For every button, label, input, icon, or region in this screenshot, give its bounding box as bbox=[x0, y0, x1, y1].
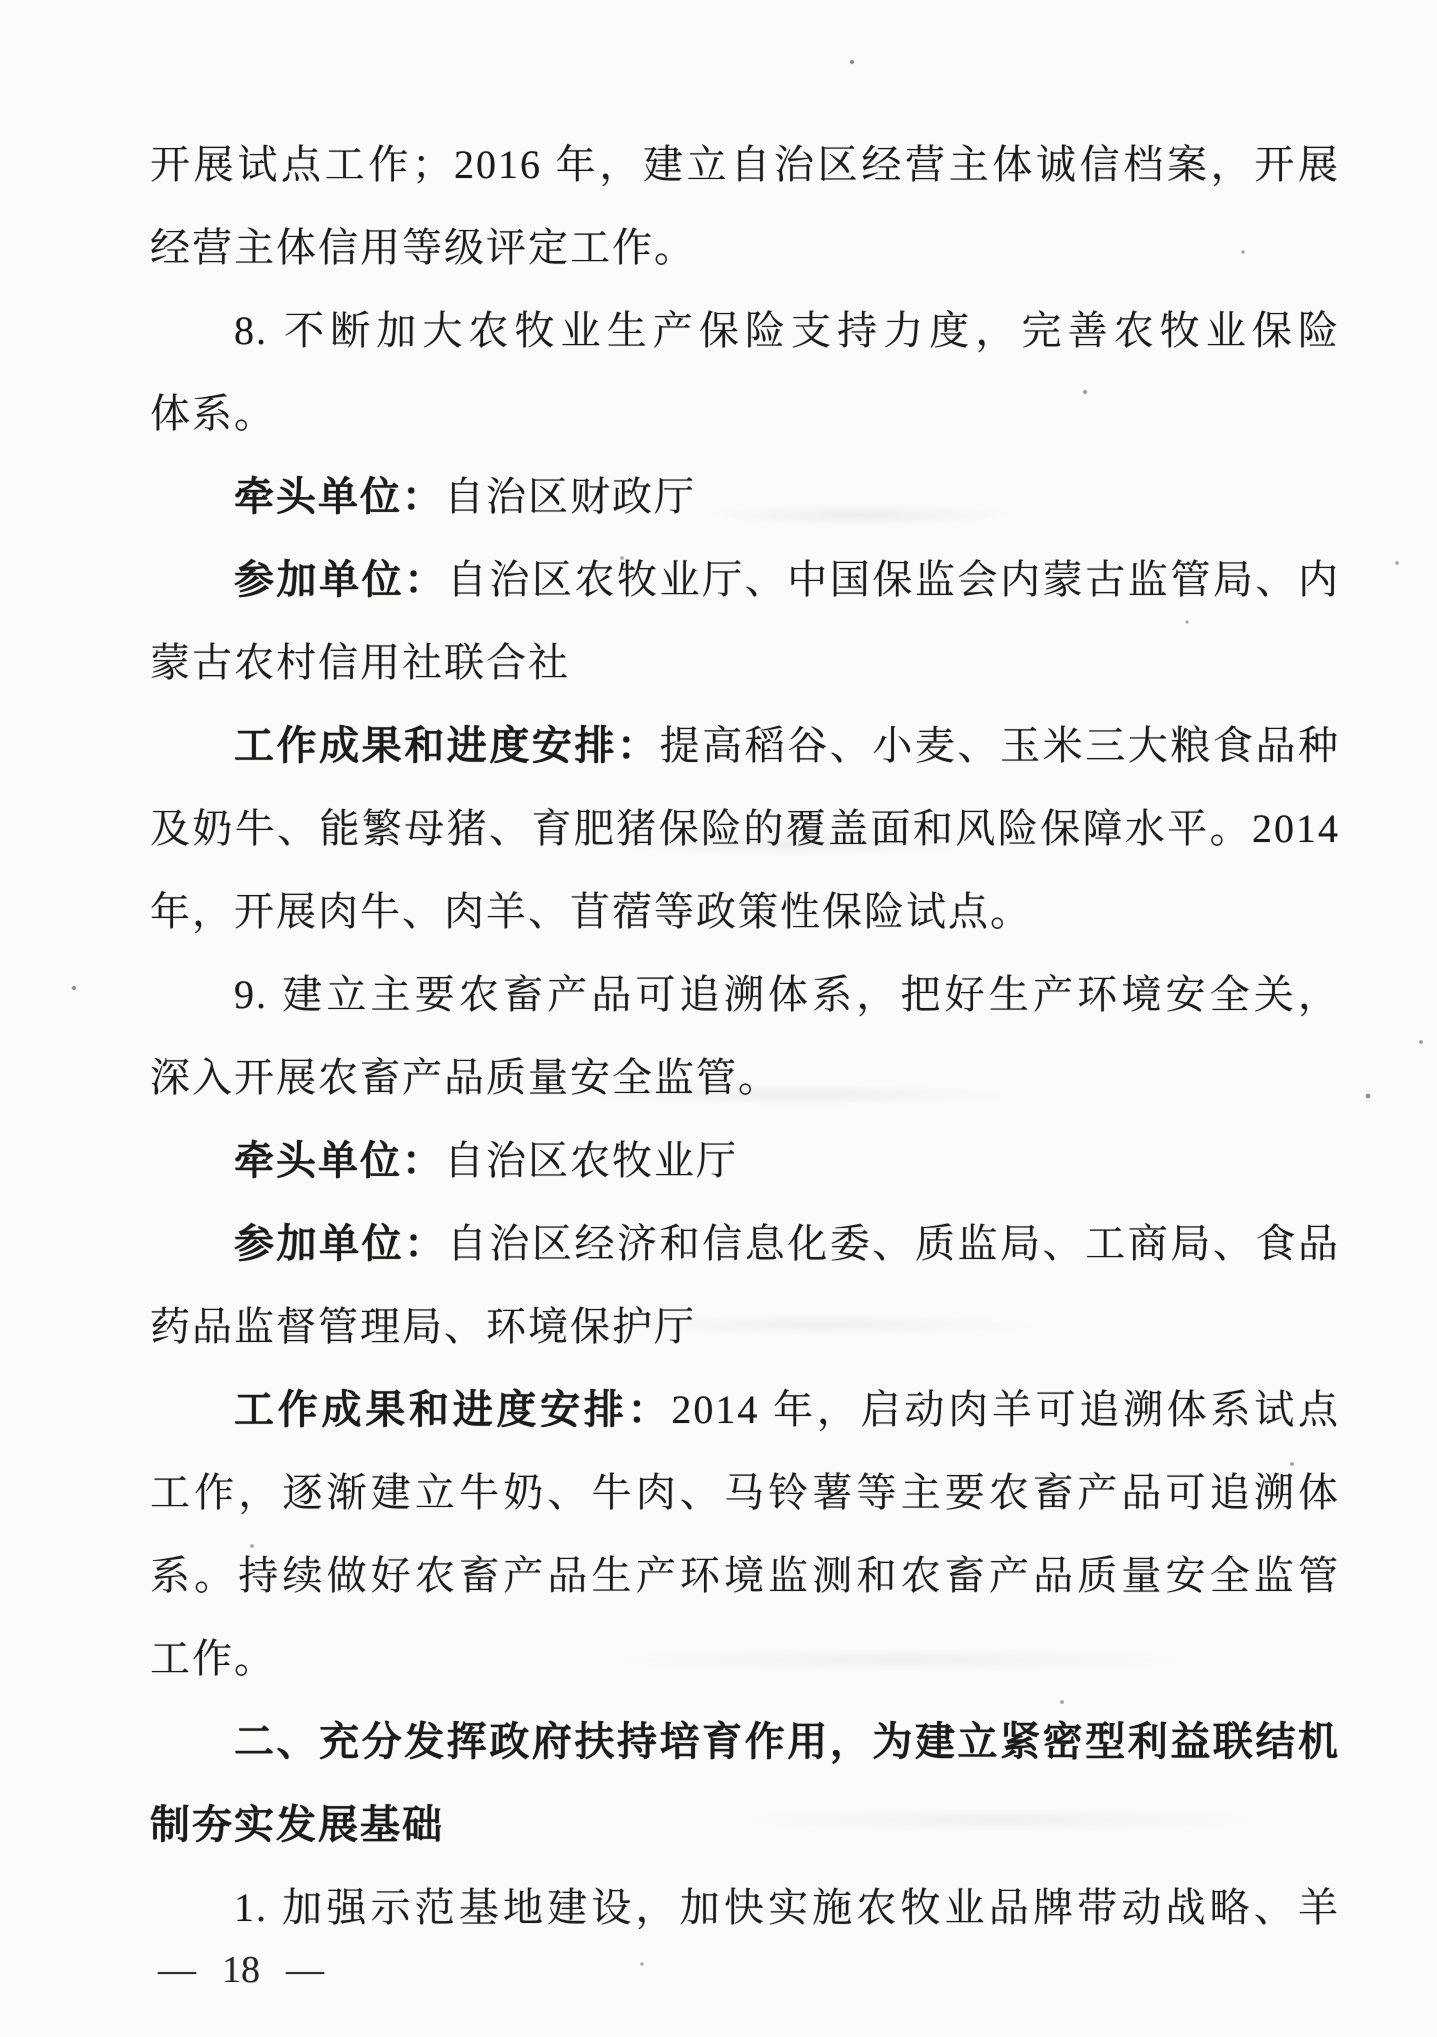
text-line bbox=[150, 455, 1340, 538]
text-segment: 经营主体信用等级评定工作。 bbox=[150, 225, 696, 270]
text-segment: 自治区财政厅 bbox=[444, 474, 696, 519]
text-segment: 体系。 bbox=[150, 391, 276, 436]
bold-label: 制夯实发展基础 bbox=[150, 1802, 444, 1847]
text-segment: 深入开展农畜产品质量安全监管。 bbox=[150, 1055, 780, 1100]
text-segment: 年，开展肉牛、肉羊、苜蓿等政策性保险试点。 bbox=[150, 889, 1032, 934]
text-segment: 开展试点工作；2016 年，建立自治区经营主体诚信档案，开展 bbox=[150, 142, 1340, 187]
text-segment: 及奶牛、能繁母猪、育肥猪保险的覆盖面和风险保障水平。2014 bbox=[150, 806, 1340, 851]
text-line bbox=[150, 1534, 1340, 1617]
text-line bbox=[150, 1617, 1340, 1700]
text-line bbox=[150, 1119, 1340, 1202]
page-number: 18 bbox=[222, 1949, 260, 1991]
text-segment: 工作，逐渐建立牛奶、牛肉、马铃薯等主要农畜产品可追溯体 bbox=[150, 1470, 1340, 1515]
text-line bbox=[150, 372, 1340, 455]
bold-label: 参加单位： bbox=[234, 1221, 447, 1266]
text-line bbox=[150, 1036, 1340, 1119]
text-line bbox=[150, 1866, 1340, 1949]
text-segment: 提高稻谷、小麦、玉米三大粮食品种 bbox=[659, 723, 1341, 768]
text-line bbox=[150, 1368, 1340, 1451]
text-segment: 工作。 bbox=[150, 1636, 276, 1681]
text-line bbox=[150, 1451, 1340, 1534]
text-segment: 自治区农牧业厅 bbox=[444, 1138, 738, 1183]
document-text bbox=[150, 123, 1340, 1949]
bold-label: 工作成果和进度安排： bbox=[234, 723, 660, 768]
text-line bbox=[150, 870, 1340, 953]
text-segment: 自治区经济和信息化委、质监局、工商局、食品 bbox=[446, 1221, 1341, 1266]
text-segment: 系。持续做好农畜产品生产环境监测和农畜产品质量安全监管 bbox=[150, 1553, 1340, 1598]
text-segment: 1. 加强示范基地建设，加快实施农牧业品牌带动战略、羊 bbox=[234, 1885, 1340, 1930]
footer-dash-right: — bbox=[286, 1949, 324, 1991]
text-line bbox=[150, 621, 1340, 704]
text-segment: 蒙古农村信用社联合社 bbox=[150, 640, 570, 685]
bold-label: 牵头单位： bbox=[234, 1138, 444, 1183]
text-line bbox=[150, 1783, 1340, 1866]
page-footer bbox=[158, 1948, 324, 1992]
text-segment: 药品监督管理局、环境保护厅 bbox=[150, 1304, 696, 1349]
text-line bbox=[150, 704, 1340, 787]
text-line bbox=[150, 538, 1340, 621]
bold-label: 二、充分发挥政府扶持培育作用，为建立紧密型利益联结机 bbox=[234, 1719, 1340, 1764]
footer-dash-left: — bbox=[158, 1949, 196, 1991]
text-segment: 2014 年，启动肉羊可追溯体系试点 bbox=[671, 1387, 1341, 1432]
bold-label: 参加单位： bbox=[234, 557, 447, 602]
bold-label: 工作成果和进度安排： bbox=[234, 1387, 672, 1432]
text-line bbox=[150, 1285, 1340, 1368]
text-line bbox=[150, 1202, 1340, 1285]
text-line bbox=[150, 123, 1340, 206]
text-line bbox=[150, 206, 1340, 289]
text-line bbox=[150, 289, 1340, 372]
text-line bbox=[150, 953, 1340, 1036]
bold-label: 牵头单位： bbox=[234, 474, 444, 519]
text-segment: 8. 不断加大农牧业生产保险支持力度，完善农牧业保险 bbox=[234, 308, 1340, 353]
text-line bbox=[150, 1700, 1340, 1783]
text-segment: 自治区农牧业厅、中国保监会内蒙古监管局、内 bbox=[446, 557, 1341, 602]
text-segment: 9. 建立主要农畜产品可追溯体系，把好生产环境安全关， bbox=[234, 972, 1340, 1017]
text-line bbox=[150, 787, 1340, 870]
